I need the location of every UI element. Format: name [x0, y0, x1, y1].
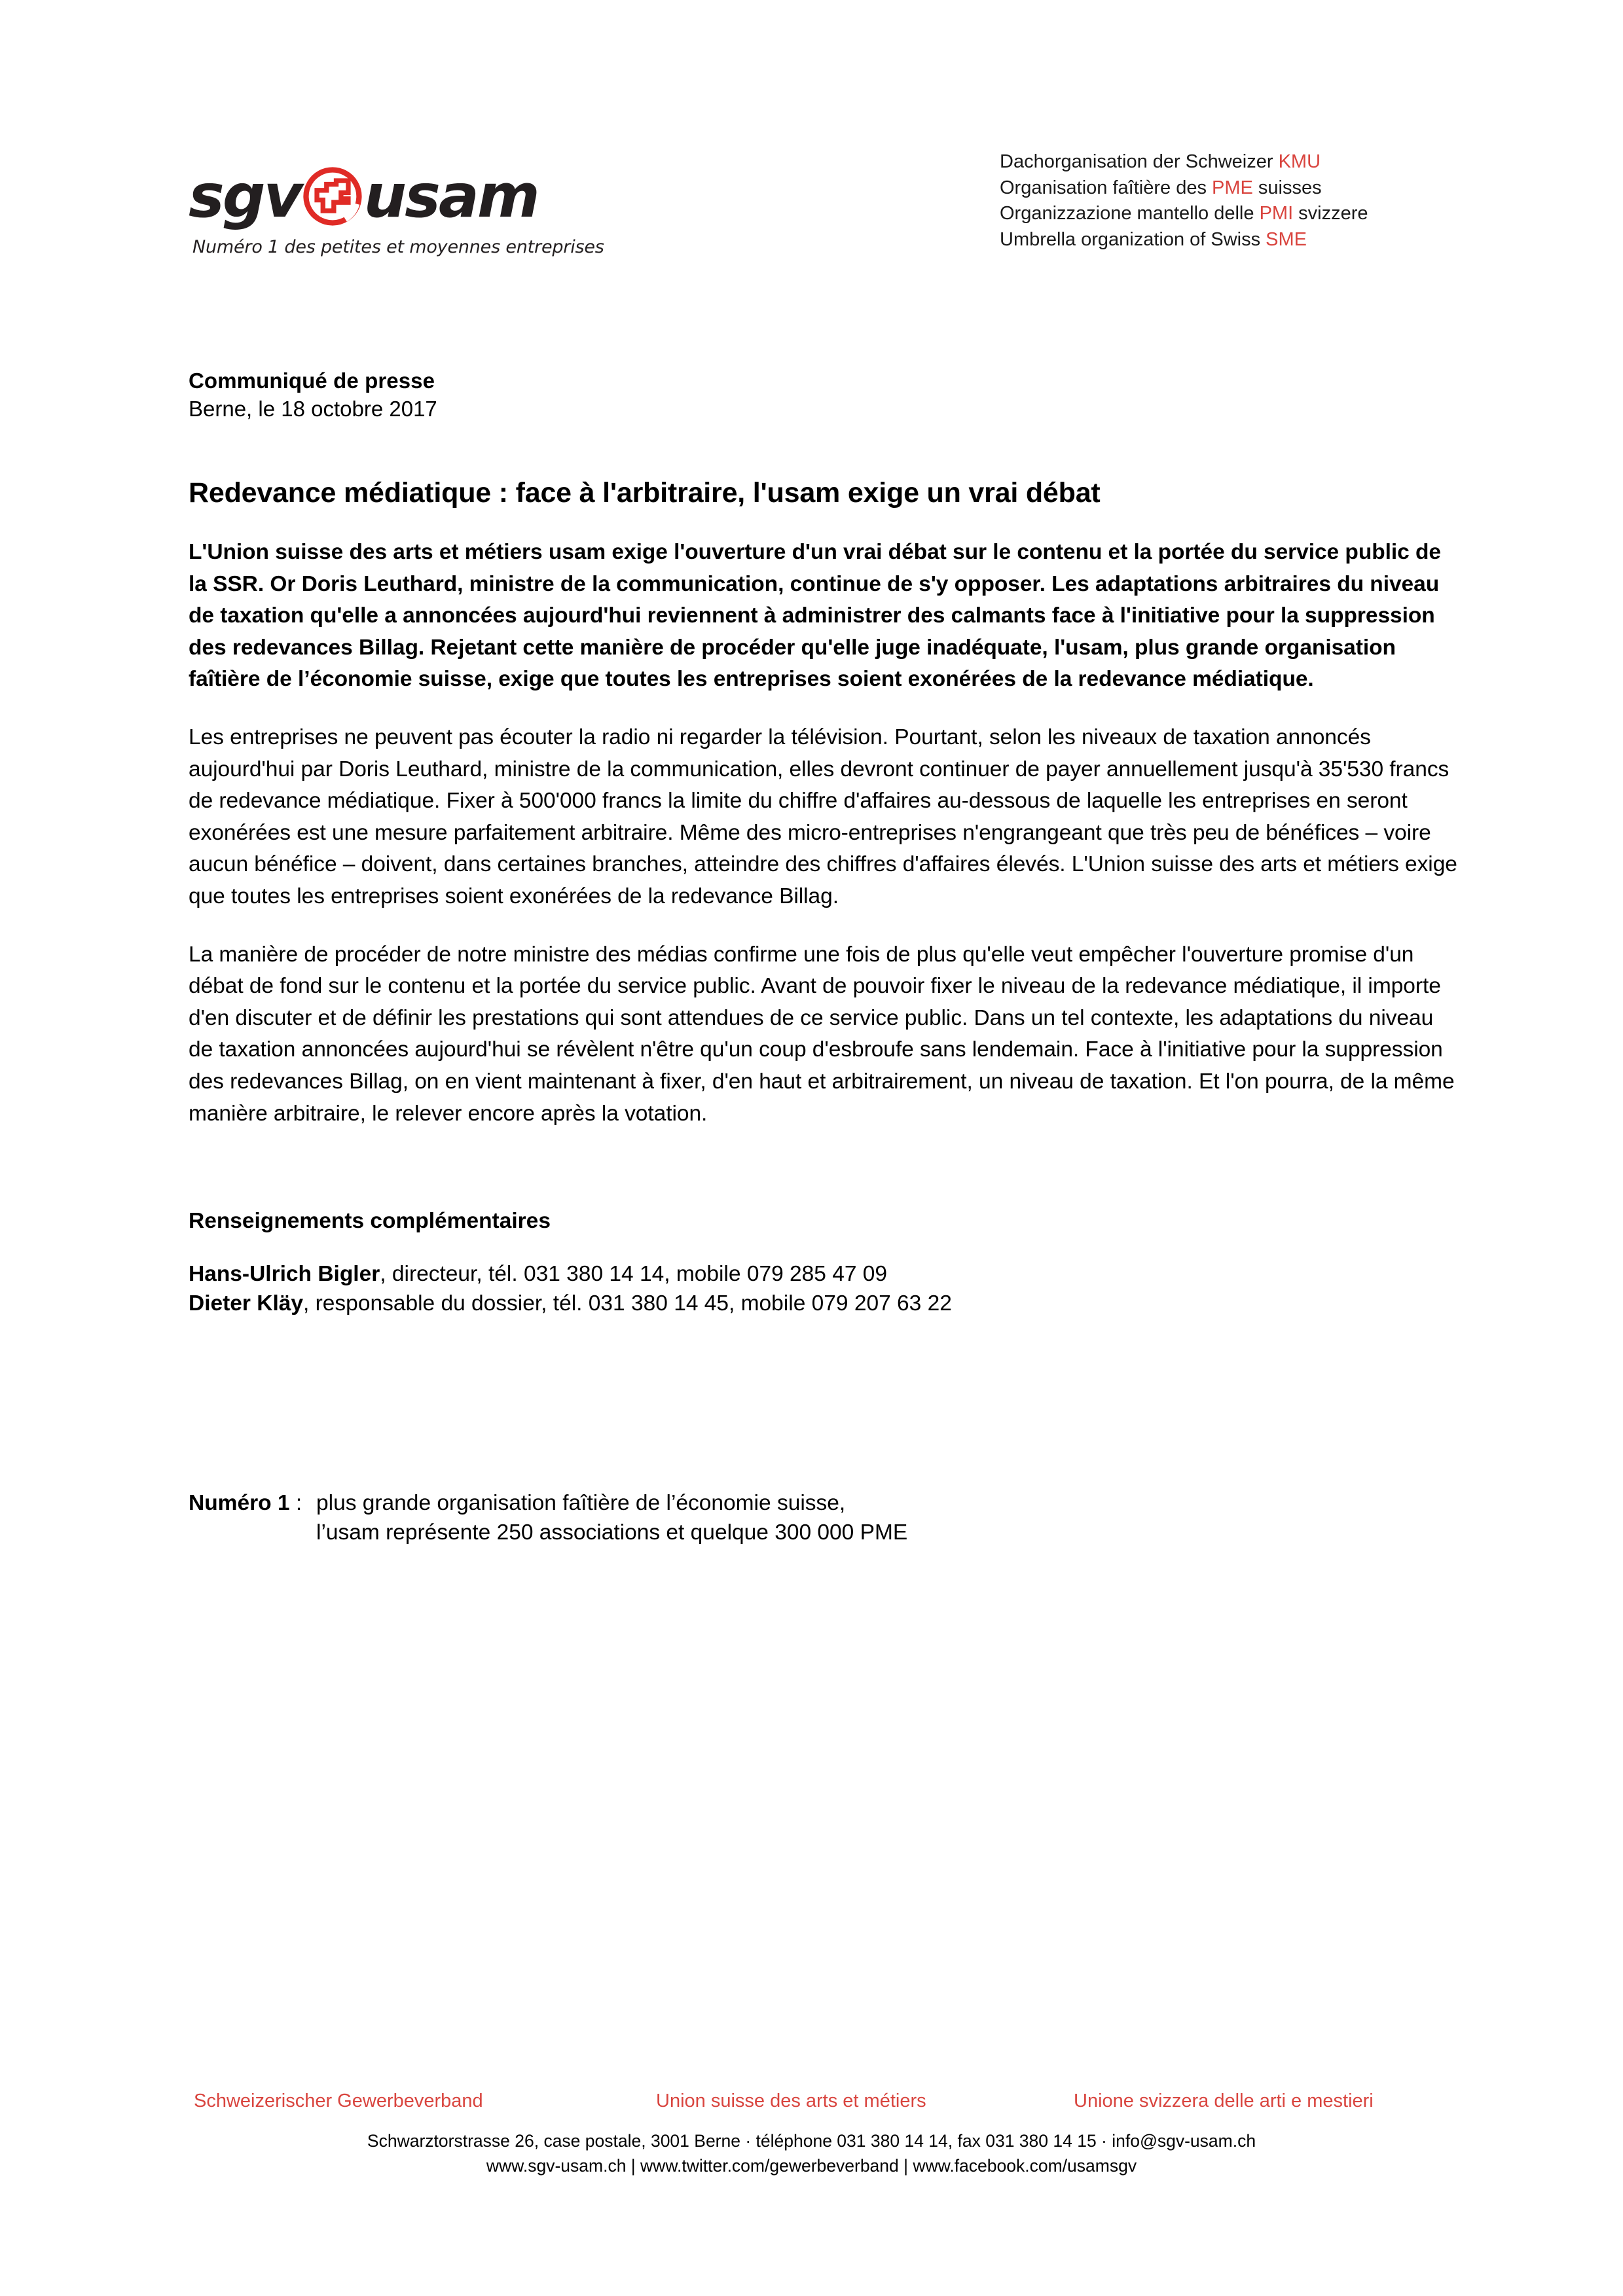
- page-title: Redevance médiatique : face à l'arbitraire, l'usam exige un vrai débat: [189, 477, 1101, 509]
- document-body: [189, 367, 1459, 1547]
- usam-logo: [189, 161, 608, 257]
- numero-label-colon: :: [289, 1491, 302, 1516]
- lang-line-en: Umbrella organization of Swiss SME: [1000, 228, 1307, 250]
- contact-row: [189, 1289, 1459, 1318]
- acronym-pmi: PMI: [1259, 203, 1294, 224]
- footer-address-line: Schwarztorstrasse 26, case postale, 3001 Berne · téléphone 031 380 14 14, fax 031 380 14 15 · info@sgv-usam.ch: [367, 2131, 1256, 2151]
- footer-organization-names: [0, 2090, 1623, 2122]
- contact-row: [189, 1259, 1459, 1289]
- contact-name: Dieter Kläy: [189, 1291, 304, 1316]
- lang-line-de: Dachorganisation der Schweizer KMU: [1000, 151, 1321, 172]
- numero-definition-block: [189, 1488, 1459, 1547]
- dateline: Berne, le 18 octobre 2017: [189, 397, 437, 421]
- footer-contact-block: [0, 2128, 1623, 2178]
- body-paragraph-2: La manière de procéder de notre ministre des médias confirme une fois de plus qu'elle veut empêcher l'ouverture promise d'un débat de fond sur le contenu et la portée du service public. Avant de pouvoir fixer le niveau de la redevance médiatique, il importe d'en discuter et de définir les prestations qui sont attendues de ce service public. Dans un tel contexte, les adaptations du niveau de taxation annoncées aujourd'hui se révèlent n'être qu'un coup d'esbroufe sans lendemain. Face à l'initiative pour la suppression des redevances Billag, on en vient maintenant à fixer, d'en haut et arbitrairement, un niveau de taxation. Et l'on pourra, de la même manière arbitraire, le relever encore après la votation.: [189, 942, 1455, 1126]
- multilingual-subtitle-block: [1000, 149, 1368, 253]
- logo-word-usam: usam: [363, 161, 538, 231]
- lang-line-it: Organizzazione mantello delle PMI svizzere: [1000, 203, 1368, 224]
- logo-wordmark-row: [189, 161, 608, 232]
- numero-line-1: plus grande organisation faîtière de l’économie suisse,: [316, 1491, 846, 1516]
- logo-word-sgv: sgv: [189, 161, 301, 231]
- lang-line-fr: Organisation faîtière des PME suisses: [1000, 177, 1322, 198]
- footer-org-fr: Union suisse des arts et métiers: [656, 2090, 926, 2111]
- lead-paragraph: L'Union suisse des arts et métiers usam exige l'ouverture d'un vrai débat sur le contenu et la portée du service public de la SSR. Or Doris Leuthard, ministre de la communication, continue de s'y opposer. Les adaptations arbitraires du niveau de taxation qu'elle a annoncées aujourd'hui reviennent à administrer des calmants face à l'initiative pour la suppression des redevances Billag. Rejetant cette manière de procéder qu'elle juge inadéquate, l'usam, plus grande organisation faîtière de l’économie suisse, exige que toutes les entreprises soient exonérées de la redevance médiatique.: [189, 540, 1441, 692]
- acronym-pme: PME: [1212, 177, 1253, 198]
- numero-label-bold: Numéro 1: [189, 1491, 290, 1516]
- numero-values: [316, 1488, 907, 1547]
- page-header: [0, 149, 1623, 280]
- acronym-kmu: KMU: [1278, 151, 1321, 172]
- contacts-heading: Renseignements complémentaires: [189, 1209, 551, 1234]
- contacts-list: [189, 1259, 1459, 1318]
- body-paragraph-1: Les entreprises ne peuvent pas écouter la radio ni regarder la télévision. Pourtant, selon les niveaux de taxation annoncés aujourd'hui par Doris Leuthard, ministre de la communication, elles devront continuer de payer annuellement jusqu'à 35'530 francs de redevance médiatique. Fixer à 500'000 francs la limite du chiffre d'affaires au-dessous de laquelle les entreprises en seront exonérées est une mesure parfaitement arbitraire. Même des micro-entreprises n'engrangeant que très peu de bénéfices – voire aucun bénéfice – doivent, dans certaines branches, atteindre des chiffres d'affaires élevés. L'Union suisse des arts et métiers exige que toutes les entreprises soient exonérées de la redevance Billag.: [189, 725, 1457, 908]
- swiss-cross-circle-icon: [302, 166, 363, 226]
- logo-tagline: Numéro 1 des petites et moyennes entreprises: [192, 237, 604, 257]
- numero-label: [189, 1488, 316, 1518]
- press-release-kicker: Communiqué de presse: [189, 368, 435, 393]
- footer-links-line[interactable]: www.sgv-usam.ch | www.twitter.com/gewerbeverband | www.facebook.com/usamsgv: [486, 2156, 1137, 2176]
- contact-details: , directeur, tél. 031 380 14 14, mobile 079 285 47 09: [380, 1262, 888, 1287]
- acronym-sme: SME: [1266, 228, 1307, 250]
- contact-details: , responsable du dossier, tél. 031 380 14 45, mobile 079 207 63 22: [303, 1291, 952, 1316]
- footer-org-it: Unione svizzera delle arti e mestieri: [1074, 2090, 1374, 2111]
- footer-org-de: Schweizerischer Gewerbeverband: [194, 2090, 483, 2111]
- numero-line-2: l’usam représente 250 associations et quelque 300 000 PME: [316, 1520, 908, 1545]
- contact-name: Hans-Ulrich Bigler: [189, 1262, 380, 1287]
- page-footer: [0, 2090, 1623, 2178]
